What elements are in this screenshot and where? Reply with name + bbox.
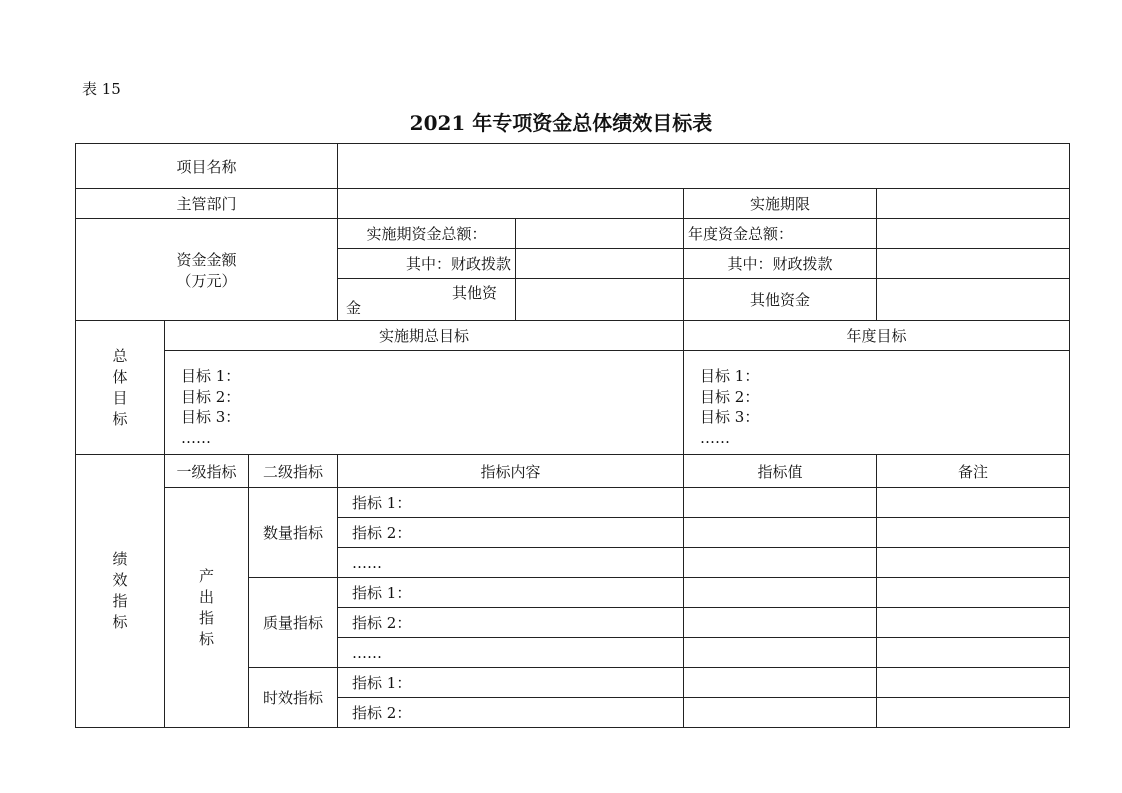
annual-goal-header: 年度目标 bbox=[684, 321, 1070, 351]
other-funds-label-bottom: 金 bbox=[346, 299, 362, 317]
other-funds-label bbox=[338, 279, 516, 321]
dept-value[interactable] bbox=[338, 189, 684, 219]
table-row[interactable]: 指标 2： bbox=[338, 698, 684, 728]
fiscal-value-1[interactable] bbox=[516, 249, 684, 279]
other-funds-value[interactable] bbox=[516, 279, 684, 321]
page-title: 2021 年专项资金总体绩效目标表 bbox=[409, 111, 713, 135]
list-item: 目标 2： bbox=[181, 387, 241, 406]
quality-indicator-label: 质量指标 bbox=[249, 578, 338, 668]
indicator-value-cell[interactable] bbox=[684, 548, 877, 578]
indicator-note-cell[interactable] bbox=[877, 608, 1070, 638]
other-funds-value-right[interactable] bbox=[877, 279, 1070, 321]
fiscal-label-1: 其中：财政拨款 bbox=[338, 249, 516, 279]
table-number-label: 表 15 bbox=[82, 80, 121, 98]
other-funds-label-top: 其他资 bbox=[452, 284, 498, 302]
header-level2: 二级指标 bbox=[249, 455, 338, 488]
indicator-value-cell[interactable] bbox=[684, 608, 877, 638]
table-row[interactable]: 指标 1： bbox=[338, 668, 684, 698]
indicator-note-cell[interactable] bbox=[877, 668, 1070, 698]
funds-label-line1: 资金金额 bbox=[176, 250, 237, 269]
indicators-side-label: 绩 效 指 标 bbox=[76, 455, 165, 728]
indicator-note-cell[interactable] bbox=[877, 698, 1070, 728]
period-value[interactable] bbox=[877, 189, 1070, 219]
header-value: 指标值 bbox=[684, 455, 877, 488]
period-total-label: 实施期资金总额： bbox=[338, 219, 516, 249]
other-funds-label-right: 其他资金 bbox=[684, 279, 877, 321]
indicator-value-cell[interactable] bbox=[684, 518, 877, 548]
indicator-value-cell[interactable] bbox=[684, 638, 877, 668]
indicator-note-cell[interactable] bbox=[877, 548, 1070, 578]
header-content: 指标内容 bbox=[338, 455, 684, 488]
fiscal-label-2: 其中：财政拨款 bbox=[684, 249, 877, 279]
header-note: 备注 bbox=[877, 455, 1070, 488]
output-indicator-label: 产 出 指 标 bbox=[165, 488, 249, 728]
dept-label: 主管部门 bbox=[76, 189, 338, 219]
indicator-value-cell[interactable] bbox=[684, 578, 877, 608]
list-item: 目标 1： bbox=[700, 367, 760, 385]
quantity-indicator-label: 数量指标 bbox=[249, 488, 338, 578]
fiscal-value-2[interactable] bbox=[877, 249, 1070, 279]
table-row[interactable]: 指标 2： bbox=[338, 608, 684, 638]
indicator-value-cell[interactable] bbox=[684, 668, 877, 698]
performance-goal-table bbox=[75, 143, 1070, 728]
table-row[interactable]: …… bbox=[338, 548, 684, 578]
table-row[interactable]: 指标 2： bbox=[338, 518, 684, 548]
funds-label-line2: （万元） bbox=[176, 271, 237, 290]
period-label: 实施期限 bbox=[684, 189, 877, 219]
annual-total-value[interactable] bbox=[877, 219, 1070, 249]
list-item: …… bbox=[181, 428, 211, 447]
header-level1: 一级指标 bbox=[165, 455, 249, 488]
annual-total-label: 年度资金总额： bbox=[684, 219, 877, 249]
indicator-note-cell[interactable] bbox=[877, 518, 1070, 548]
indicator-value-cell[interactable] bbox=[684, 698, 877, 728]
period-goal-list[interactable] bbox=[165, 351, 684, 455]
annual-goal-list[interactable] bbox=[684, 351, 1070, 455]
timeliness-indicator-label: 时效指标 bbox=[249, 668, 338, 728]
list-item: 目标 1： bbox=[181, 367, 241, 385]
indicator-value-cell[interactable] bbox=[684, 488, 877, 518]
period-total-value[interactable] bbox=[516, 219, 684, 249]
table-row[interactable]: …… bbox=[338, 638, 684, 668]
indicator-note-cell[interactable] bbox=[877, 488, 1070, 518]
table-row[interactable]: 指标 1： bbox=[338, 488, 684, 518]
funds-label bbox=[76, 219, 338, 321]
period-goal-header: 实施期总目标 bbox=[165, 321, 684, 351]
overall-goals-side-label: 总 体 目 标 bbox=[76, 321, 165, 455]
list-item: 目标 3： bbox=[700, 408, 760, 426]
indicator-note-cell[interactable] bbox=[877, 638, 1070, 668]
list-item: 目标 3： bbox=[181, 408, 241, 426]
list-item: 目标 2： bbox=[700, 387, 760, 406]
list-item: …… bbox=[700, 428, 731, 447]
indicator-note-cell[interactable] bbox=[877, 578, 1070, 608]
project-name-value[interactable] bbox=[338, 144, 1070, 189]
project-name-label: 项目名称 bbox=[76, 144, 338, 189]
table-row[interactable]: 指标 1： bbox=[338, 578, 684, 608]
